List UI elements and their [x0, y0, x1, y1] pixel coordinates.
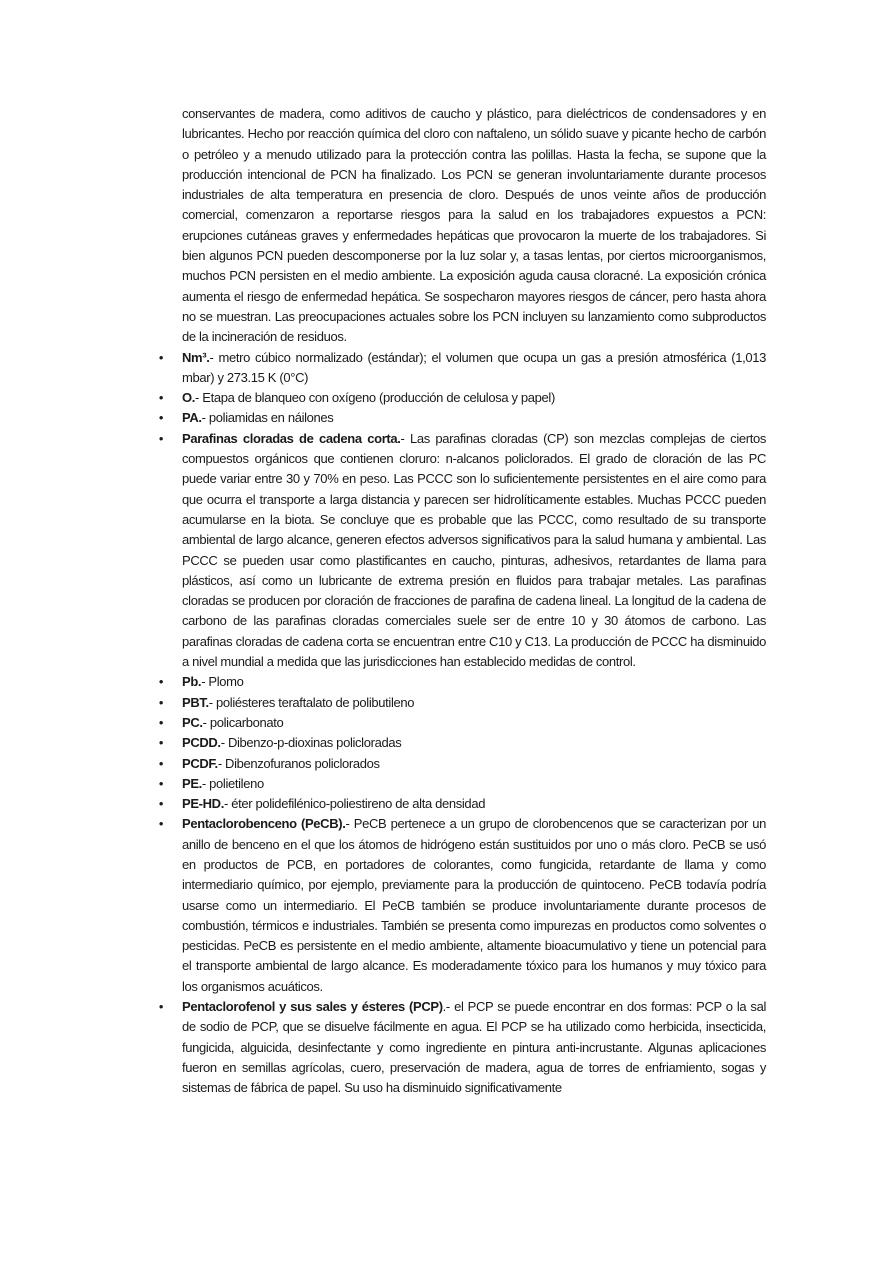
glossary-definition: - Dibenzo-p-dioxinas policloradas [220, 735, 402, 751]
glossary-definition: - Plomo [201, 674, 244, 690]
glossary-term: PBT. [182, 694, 209, 710]
bullet-icon: • [158, 714, 164, 730]
glossary-item [158, 348, 766, 389]
bullet-icon: • [158, 999, 164, 1015]
glossary-term: PE-HD. [182, 796, 224, 812]
bullet-icon: • [158, 816, 164, 832]
bullet-icon: • [158, 410, 164, 426]
glossary-term: O. [182, 390, 196, 406]
glossary-term: PA. [182, 410, 202, 426]
glossary-item [158, 733, 766, 753]
glossary-item [158, 693, 766, 713]
glossary-term: Pentaclorobenceno (PeCB). [182, 816, 346, 832]
glossary-term: Nm³. [182, 349, 210, 365]
glossary-definition: - poliésteres teraftalato de polibutileno [208, 694, 415, 710]
glossary-item [158, 774, 766, 794]
glossary-item [158, 408, 766, 428]
glossary-list [158, 348, 767, 1099]
glossary-definition: - PeCB pertenece a un grupo de clorobencenos que se caracterizan por un anillo de benceno en el que los átomos de hidrógeno están sustituidos por uno o más cloro. PeCB se usó en productos de PCB, en portadores de colorantes, como fungicida, retardante de llama y como intermediario químico, por ejemplo, previamente para la producción de quintoceno. PeCB todavía podría usarse como un intermediario. El PeCB también se produce involuntariamente durante procesos de combustión, térmicos e industriales. También se presenta como impurezas en productos como solventes o pesticidas. PeCB es persistente en el medio ambiente, altamente bioacumulativo y tiene un potencial para el transporte ambiental de largo alcance. Es moderadamente tóxico para los humanos y muy tóxico para los organismos acuáticos. [182, 816, 766, 994]
glossary-term: Pb. [182, 674, 202, 690]
glossary-item [158, 754, 766, 774]
glossary-term: PCDF. [182, 755, 218, 771]
glossary-term: PE. [182, 775, 202, 791]
glossary-item [158, 388, 766, 408]
glossary-item [158, 672, 766, 692]
bullet-icon: • [158, 775, 164, 791]
continuation-paragraph: conservantes de madera, como aditivos de caucho y plástico, para dieléctricos de condensadores y en lubricantes. Hecho por reacción química del cloro con naftaleno, un sólido suave y picante hecho de carbón o petróleo y a menudo utilizado para la protección contra las polillas. Hasta la fecha, se supone que la producción intencional de PCN ha finalizado. Los PCN se generan involuntariamente durante procesos industriales de alta temperatura en presencia de cloro. Después de unos veinte años de producción comercial, comenzaron a reportarse riesgos para la salud en los trabajadores expuestos a PCN: erupciones cutáneas graves y enfermedades hepáticas que provocaron la muerte de los trabajadores. Si bien algunos PCN pueden descomponerse por la luz solar y, a tasas lentas, por ciertos microorganismos, muchos PCN persisten en el medio ambiente. La exposición aguda causa cloracné. La exposición crónica aumenta el riesgo de enfermedad hepática. Se sospecharon mayores riesgos de cáncer, pero hasta ahora no se muestran. Las preocupaciones actuales sobre los PCN incluyen su lanzamiento como subproductos de la incineración de residuos. [182, 106, 766, 345]
bullet-icon: • [158, 735, 164, 751]
glossary-term: Parafinas cloradas de cadena corta. [182, 430, 401, 446]
glossary-definition: .- el PCP se puede encontrar en dos formas: PCP o la sal de sodio de PCP, que se disuelve fácilmente en agua. El PCP se ha utilizado como herbicida, insecticida, fungicida, alguicida, desinfectante y como ingrediente en pintura anti-incrustante. Algunas aplicaciones fueron en semillas agrícolas, cuero, preservación de madera, agua de torres de enfriamiento, sogas y sistemas de fábrica de papel. Su uso ha disminuido significativamente [182, 999, 766, 1096]
bullet-icon: • [158, 430, 164, 446]
glossary-definition: - policarbonato [202, 714, 284, 730]
glossary-item [158, 429, 767, 673]
glossary-definition: - poliamidas en náilones [201, 410, 334, 426]
glossary-term: PC. [182, 714, 203, 730]
glossary-definition: - Las parafinas cloradas (CP) son mezclas complejas de ciertos compuestos orgánicos que contienen cloruro: n-alcanos policlorados. El grado de cloración de las PC puede variar entre 30 y 70% en peso. Las PCCC son lo suficientemente persistentes en el aire como para que ocurra el transporte a larga distancia y parecen ser hidrolíticamente estables. Muchas PCCC pueden acumularse en la biota. Se concluye que es probable que las PCCC, como resultado de su transporte ambiental de largo alcance, generen efectos adversos significativos para la salud humana y ambiental. Las PCCC se pueden usar como plastificantes en caucho, pinturas, adhesivos, retardantes de llama para plásticos, así como un lubricante de extrema presión en fluidos para trabajar metales. Las parafinas cloradas se producen por cloración de fracciones de parafina de cadena lineal. La longitud de la cadena de carbono de las parafinas cloradas comerciales suele ser de entre 10 y 30 átomos de carbono. Las parafinas cloradas de cadena corta se encuentran entre C10 y C13. La producción de PCCC ha disminuido a nivel mundial a medida que las jurisdicciones han establecido medidas de control. [182, 430, 767, 670]
glossary-term: Pentaclorofenol y sus sales y ésteres (PCP) [182, 999, 443, 1015]
glossary-term: PCDD. [182, 735, 221, 751]
bullet-icon: • [158, 755, 164, 771]
glossary-definition: - polietileno [201, 775, 264, 791]
glossary-item [158, 997, 766, 1098]
bullet-icon: • [158, 349, 164, 365]
glossary-item [158, 794, 766, 814]
bullet-icon: • [158, 796, 164, 812]
glossary-definition: - Etapa de blanqueo con oxígeno (producción de celulosa y papel) [195, 390, 555, 406]
glossary-definition: - metro cúbico normalizado (estándar); el volumen que ocupa un gas a presión atmosférica (1,013 mbar) y 273.15 K (0°C) [182, 349, 766, 385]
glossary-definition: - éter polidefilénico-poliestireno de alta densidad [223, 796, 486, 812]
glossary-item [158, 713, 766, 733]
bullet-icon: • [158, 390, 164, 406]
glossary-definition: - Dibenzofuranos policlorados [217, 755, 380, 771]
glossary-item [158, 814, 766, 997]
bullet-icon: • [158, 694, 164, 710]
page-content [158, 104, 767, 1099]
bullet-icon: • [158, 674, 164, 690]
